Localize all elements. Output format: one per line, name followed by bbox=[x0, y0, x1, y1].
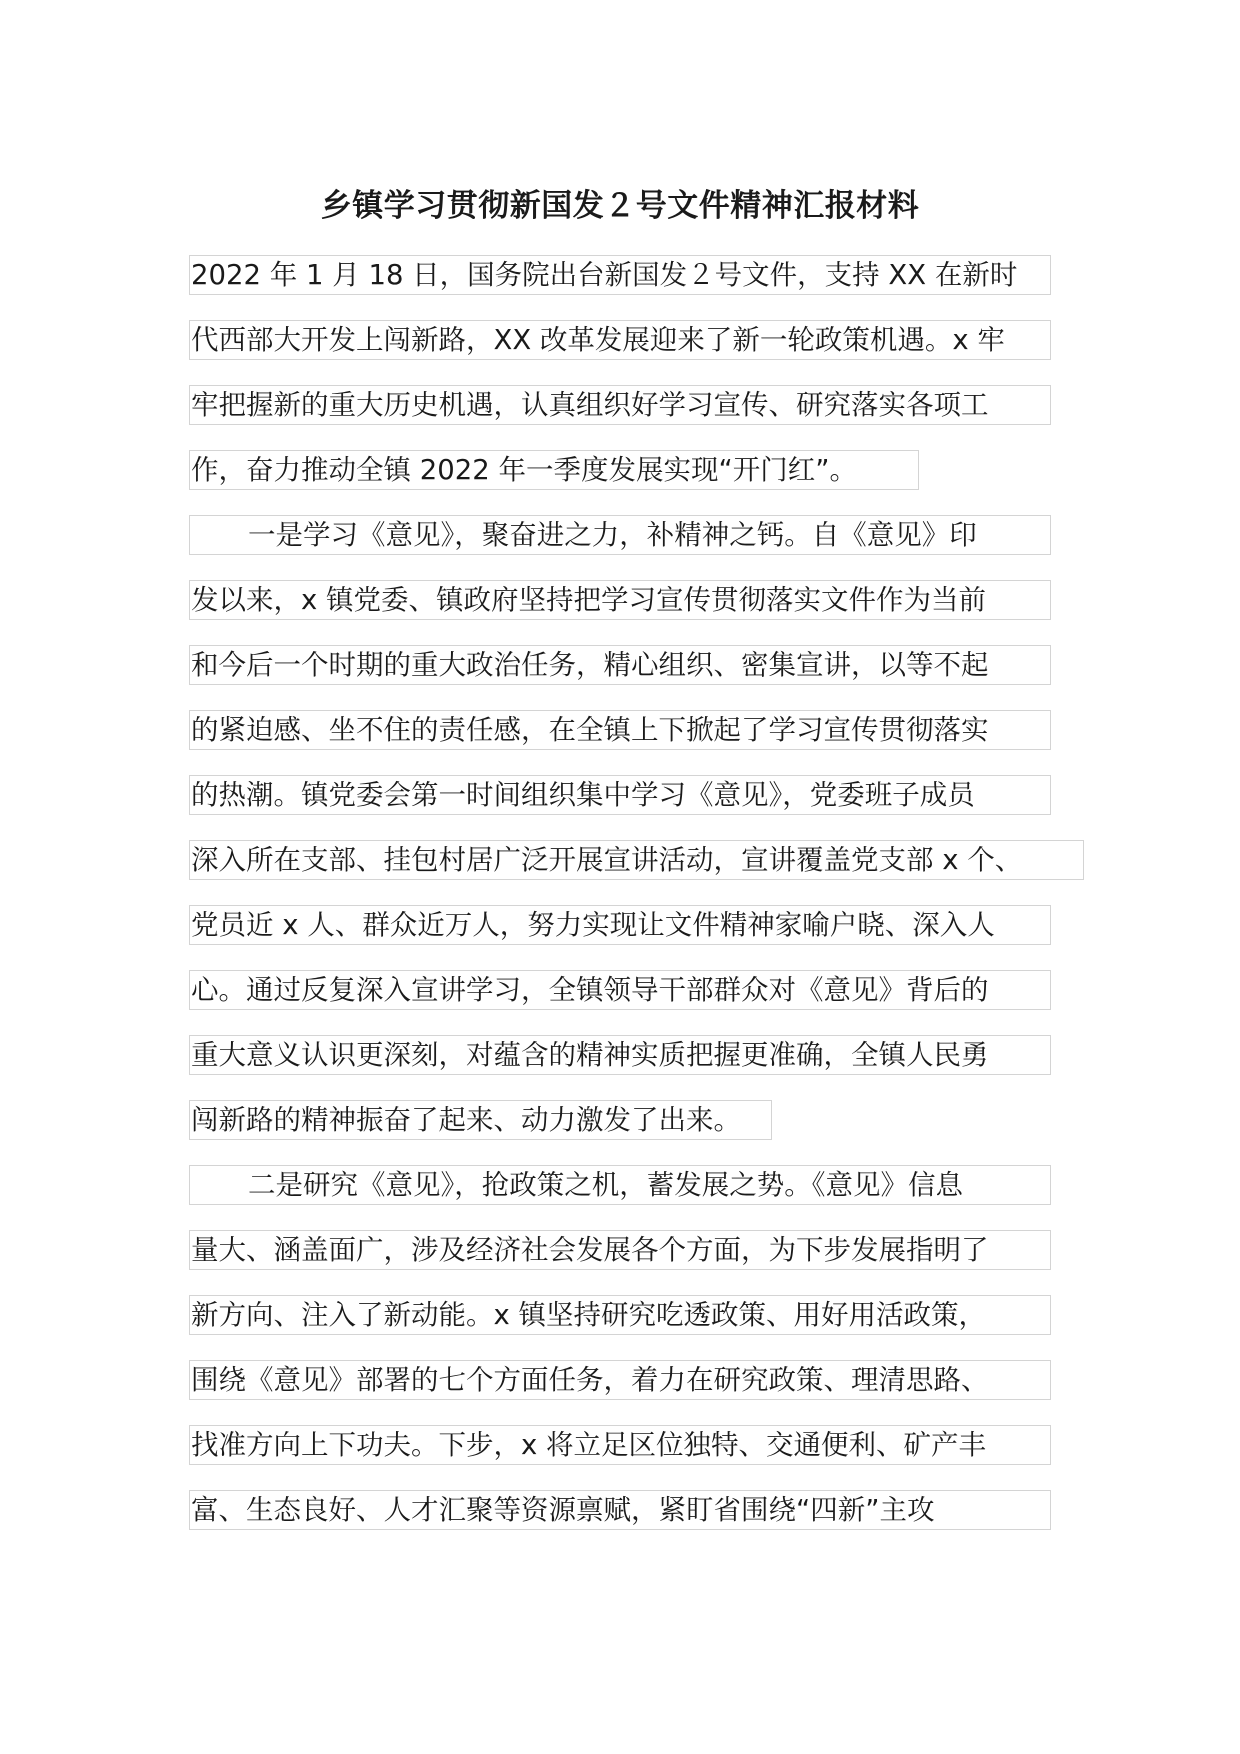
text-line: 2022 年 1 月 18 日，国务院出台新国发２号文件，支持 XX 在新时 bbox=[189, 255, 1051, 295]
text-line: 新方向、注入了新动能。x 镇坚持研究吃透政策、用好用活政策， bbox=[189, 1295, 1051, 1335]
text-line: 心。通过反复深入宣讲学习，全镇领导干部群众对《意见》背后的 bbox=[189, 970, 1051, 1010]
text-line: 量大、涵盖面广，涉及经济社会发展各个方面，为下步发展指明了 bbox=[189, 1230, 1051, 1270]
text-line: 闯新路的精神振奋了起来、动力激发了出来。 bbox=[189, 1100, 772, 1140]
text-line: 一是学习《意见》，聚奋进之力，补精神之钙。自《意见》印 bbox=[189, 515, 1051, 555]
text-line: 重大意义认识更深刻，对蕴含的精神实质把握更准确，全镇人民勇 bbox=[189, 1035, 1051, 1075]
text-line: 围绕《意见》部署的七个方面任务，着力在研究政策、理清思路、 bbox=[189, 1360, 1051, 1400]
text-line: 富、生态良好、人才汇聚等资源禀赋，紧盯省围绕“四新”主攻 bbox=[189, 1490, 1051, 1530]
text-line: 党员近 x 人、群众近万人，努力实现让文件精神家喻户晓、深入人 bbox=[189, 905, 1051, 945]
text-line: 二是研究《意见》，抢政策之机，蓄发展之势。《意见》信息 bbox=[189, 1165, 1051, 1205]
text-line: 深入所在支部、挂包村居广泛开展宣讲活动，宣讲覆盖党支部 x 个、 bbox=[189, 840, 1084, 880]
text-line: 牢把握新的重大历史机遇，认真组织好学习宣传、研究落实各项工 bbox=[189, 385, 1051, 425]
text-line: 作，奋力推动全镇 2022 年一季度发展实现“开门红”。 bbox=[189, 450, 919, 490]
document-title: 乡镇学习贯彻新国发２号文件精神汇报材料 bbox=[320, 188, 920, 224]
text-line: 找准方向上下功夫。下步，x 将立足区位独特、交通便利、矿产丰 bbox=[189, 1425, 1051, 1465]
text-line: 发以来，x 镇党委、镇政府坚持把学习宣传贯彻落实文件作为当前 bbox=[189, 580, 1051, 620]
text-line: 的热潮。镇党委会第一时间组织集中学习《意见》，党委班子成员 bbox=[189, 775, 1051, 815]
text-line: 的紧迫感、坐不住的责任感，在全镇上下掀起了学习宣传贯彻落实 bbox=[189, 710, 1051, 750]
text-line: 代西部大开发上闯新路，XX 改革发展迎来了新一轮政策机遇。x 牢 bbox=[189, 320, 1051, 360]
text-line: 和今后一个时期的重大政治任务，精心组织、密集宣讲，以等不起 bbox=[189, 645, 1051, 685]
